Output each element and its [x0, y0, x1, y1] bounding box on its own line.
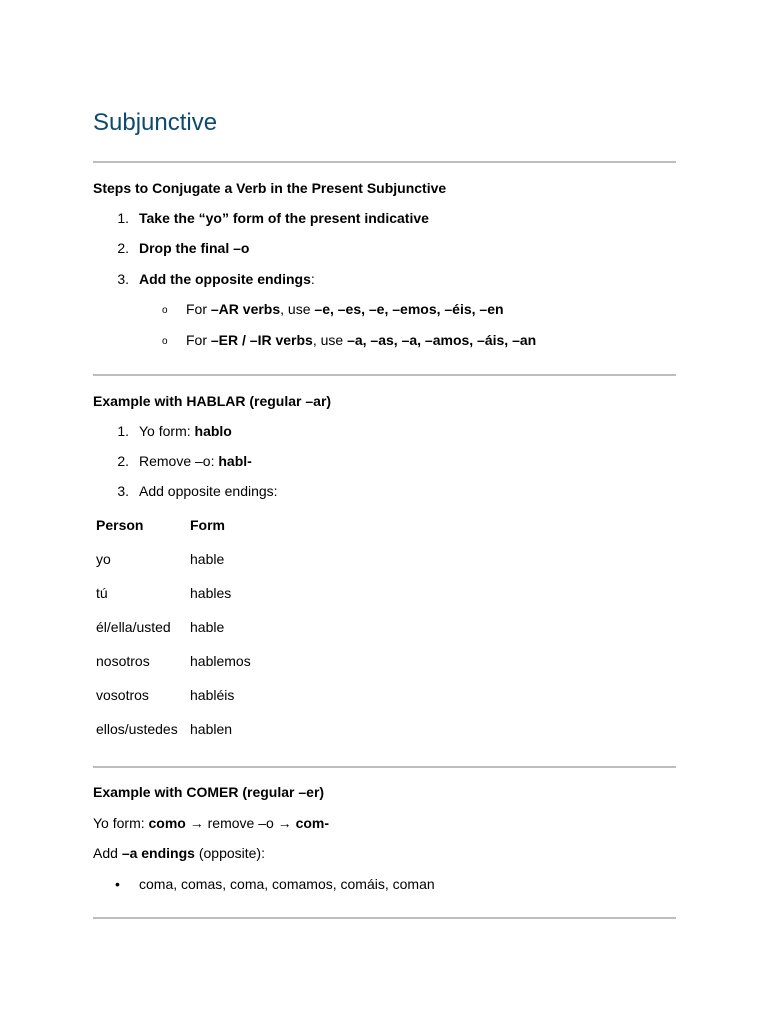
sub-item-text	[186, 300, 504, 318]
list-item-text: Drop the final –o	[139, 240, 250, 256]
text-run-bold: hablo	[194, 423, 232, 439]
table-cell-person: vosotros	[96, 687, 149, 703]
text-run-bold: –AR verbs	[210, 301, 281, 317]
text-run: For	[186, 301, 211, 317]
text-run: Remove –o:	[139, 453, 219, 469]
steps-heading: Steps to Conjugate a Verb in the Present Subjunctive	[93, 180, 447, 196]
text-run: , use	[312, 332, 348, 348]
list-number: 3.	[117, 483, 129, 499]
text-run: → remove –o →	[185, 815, 296, 831]
text-run: Yo form:	[139, 423, 195, 439]
text-run-bold: –a, –as, –a, –amos, –áis, –an	[347, 332, 537, 348]
page-title: Subjunctive	[93, 109, 218, 136]
text-run-bold: –e, –es, –e, –emos, –éis, –en	[314, 301, 504, 317]
list-item-rest: :	[310, 271, 315, 287]
list-item-text	[139, 482, 278, 500]
table-cell-person: tú	[96, 585, 108, 601]
list-item-text: Take the “yo” form of the present indicative	[139, 210, 429, 226]
text-run: Add	[93, 845, 122, 861]
table-cell-person: ellos/ustedes	[96, 721, 178, 737]
text-run: (opposite):	[194, 845, 265, 861]
divider	[93, 766, 676, 768]
table-cell-form: hables	[190, 585, 232, 601]
bullet-item-text: coma, comas, coma, comamos, comáis, coman	[139, 876, 435, 892]
list-number: 3.	[117, 271, 129, 287]
text-run-bold: com-	[295, 815, 330, 831]
table-cell-person: él/ella/usted	[96, 619, 171, 635]
list-number: 1.	[117, 210, 129, 226]
bullet-icon: •	[115, 876, 120, 892]
divider	[93, 917, 676, 919]
list-item-text	[139, 452, 252, 470]
text-run-bold: habl-	[218, 453, 252, 469]
table-cell-form: hablemos	[190, 653, 251, 669]
table-cell-form: hablen	[190, 721, 233, 737]
table-header-form: Form	[190, 517, 225, 533]
table-cell-person: nosotros	[96, 653, 150, 669]
list-item-bold: Add the opposite endings	[139, 271, 311, 287]
comer-yo-form	[93, 814, 329, 832]
text-run: For	[186, 332, 211, 348]
divider	[93, 161, 676, 163]
sub-item-text	[186, 331, 536, 349]
hablar-heading: Example with HABLAR (regular –ar)	[93, 393, 332, 409]
list-number: 2.	[117, 240, 129, 256]
table-header-person: Person	[96, 517, 144, 533]
table-cell-form: hable	[190, 619, 225, 635]
text-run-bold: como	[148, 815, 186, 831]
text-run-bold: –ER / –IR verbs	[210, 332, 313, 348]
table-cell-form: hable	[190, 551, 225, 567]
list-number: 2.	[117, 453, 129, 469]
text-run: Add opposite endings:	[139, 483, 278, 499]
list-item-text	[139, 270, 315, 288]
circle-bullet-icon: o	[162, 336, 168, 347]
circle-bullet-icon: o	[162, 305, 168, 316]
text-run-bold: –a endings	[121, 845, 195, 861]
table-cell-person: yo	[96, 551, 111, 567]
list-number: 1.	[117, 423, 129, 439]
divider	[93, 374, 676, 376]
comer-heading: Example with COMER (regular –er)	[93, 784, 325, 800]
text-run: Yo form:	[93, 815, 149, 831]
list-item-text	[139, 422, 232, 440]
text-run: , use	[280, 301, 315, 317]
comer-add-endings	[93, 844, 265, 862]
table-cell-form: habléis	[190, 687, 235, 703]
